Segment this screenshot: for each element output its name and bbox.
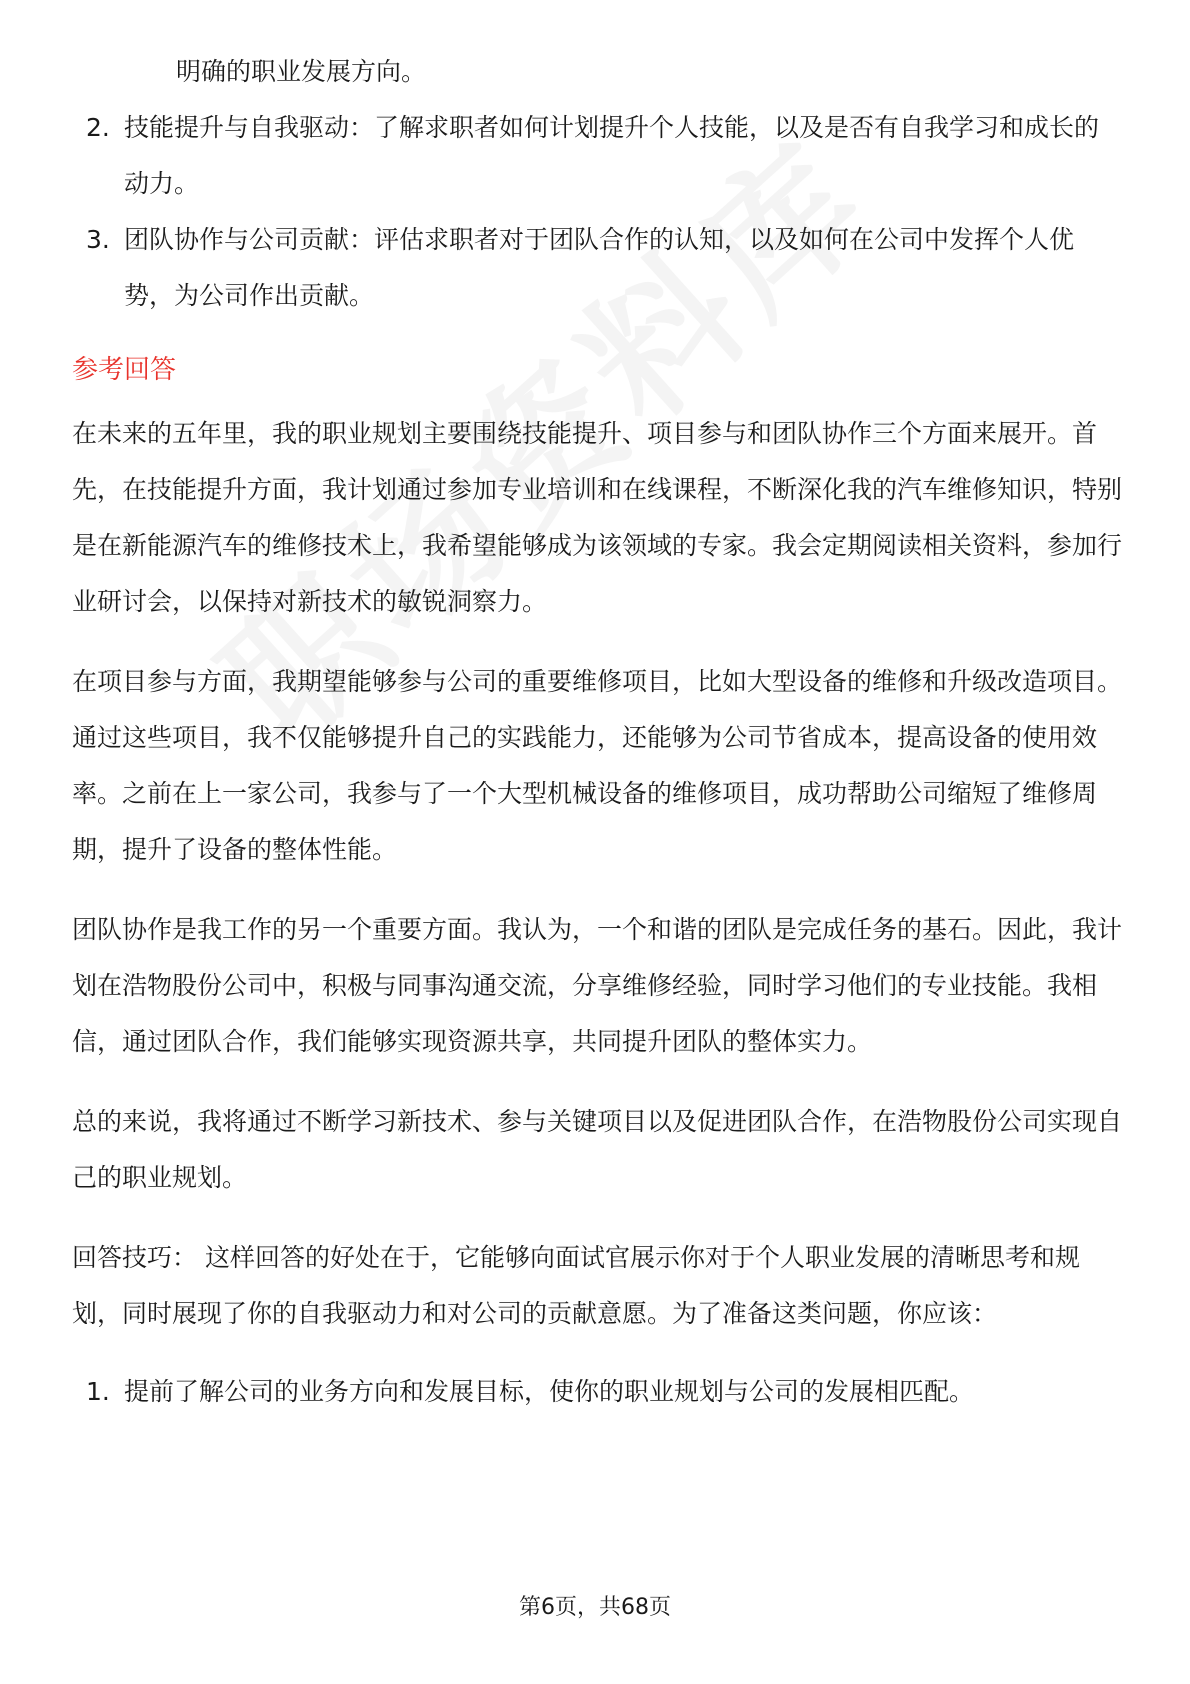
list-item — [72, 1364, 1122, 1420]
list-item — [72, 100, 1122, 212]
criteria-list — [72, 100, 1122, 324]
page-content — [72, 44, 1122, 1420]
answer-tips-paragraph: 回答技巧： 这样回答的好处在于，它能够向面试官展示你对于个人职业发展的清晰思考和规划，同时展现了你的自我驱动力和对公司的贡献意愿。为了准备这类问题，你应该： — [72, 1243, 1080, 1328]
list-text: 团队协作与公司贡献：评估求职者对于团队合作的认知，以及如何在公司中发挥个人优势，为公司作出贡献。 — [124, 225, 1075, 310]
list-number: 2. — [86, 113, 110, 142]
list-text: 技能提升与自我驱动：了解求职者如何计划提升个人技能，以及是否有自我学习和成长的动力。 — [124, 113, 1100, 198]
continuation-text: 明确的职业发展方向。 — [176, 57, 427, 86]
list-number: 3. — [86, 225, 110, 254]
section-title: 参考回答 — [72, 355, 177, 385]
criteria-continuation — [72, 44, 1122, 100]
paragraph: 总的来说，我将通过不断学习新技术、参与关键项目以及促进团队合作，在浩物股份公司实现自己的职业规划。 — [72, 1107, 1123, 1192]
list-number: 1. — [86, 1377, 110, 1406]
list-item — [124, 44, 1122, 100]
paragraph: 在项目参与方面，我期望能够参与公司的重要维修项目，比如大型设备的维修和升级改造项目。通过这些项目，我不仅能够提升自己的实践能力，还能够为公司节省成本，提高设备的使用效率。之前在上一家公司，我参与了一个大型机械设备的维修项目，成功帮助公司缩短了维修周期，提升了设备的整体性能。 — [72, 667, 1123, 864]
list-item — [72, 212, 1122, 324]
page-footer: 第6页，共68页 — [519, 1595, 671, 1620]
tips-list — [72, 1364, 1122, 1420]
list-text: 提前了解公司的业务方向和发展目标，使你的职业规划与公司的发展相匹配。 — [124, 1377, 975, 1406]
paragraph: 在未来的五年里，我的职业规划主要围绕技能提升、项目参与和团队协作三个方面来展开。首先，在技能提升方面，我计划通过参加专业培训和在线课程，不断深化我的汽车维修知识，特别是在新能源汽车的维修技术上，我希望能够成为该领域的专家。我会定期阅读相关资料，参加行业研讨会，以保持对新技术的敏锐洞察力。 — [72, 419, 1123, 616]
paragraph: 团队协作是我工作的另一个重要方面。我认为，一个和谐的团队是完成任务的基石。因此，我计划在浩物股份公司中，积极与同事沟通交流，分享维修经验，同时学习他们的专业技能。我相信，通过团队合作，我们能够实现资源共享，共同提升团队的整体实力。 — [72, 915, 1123, 1056]
